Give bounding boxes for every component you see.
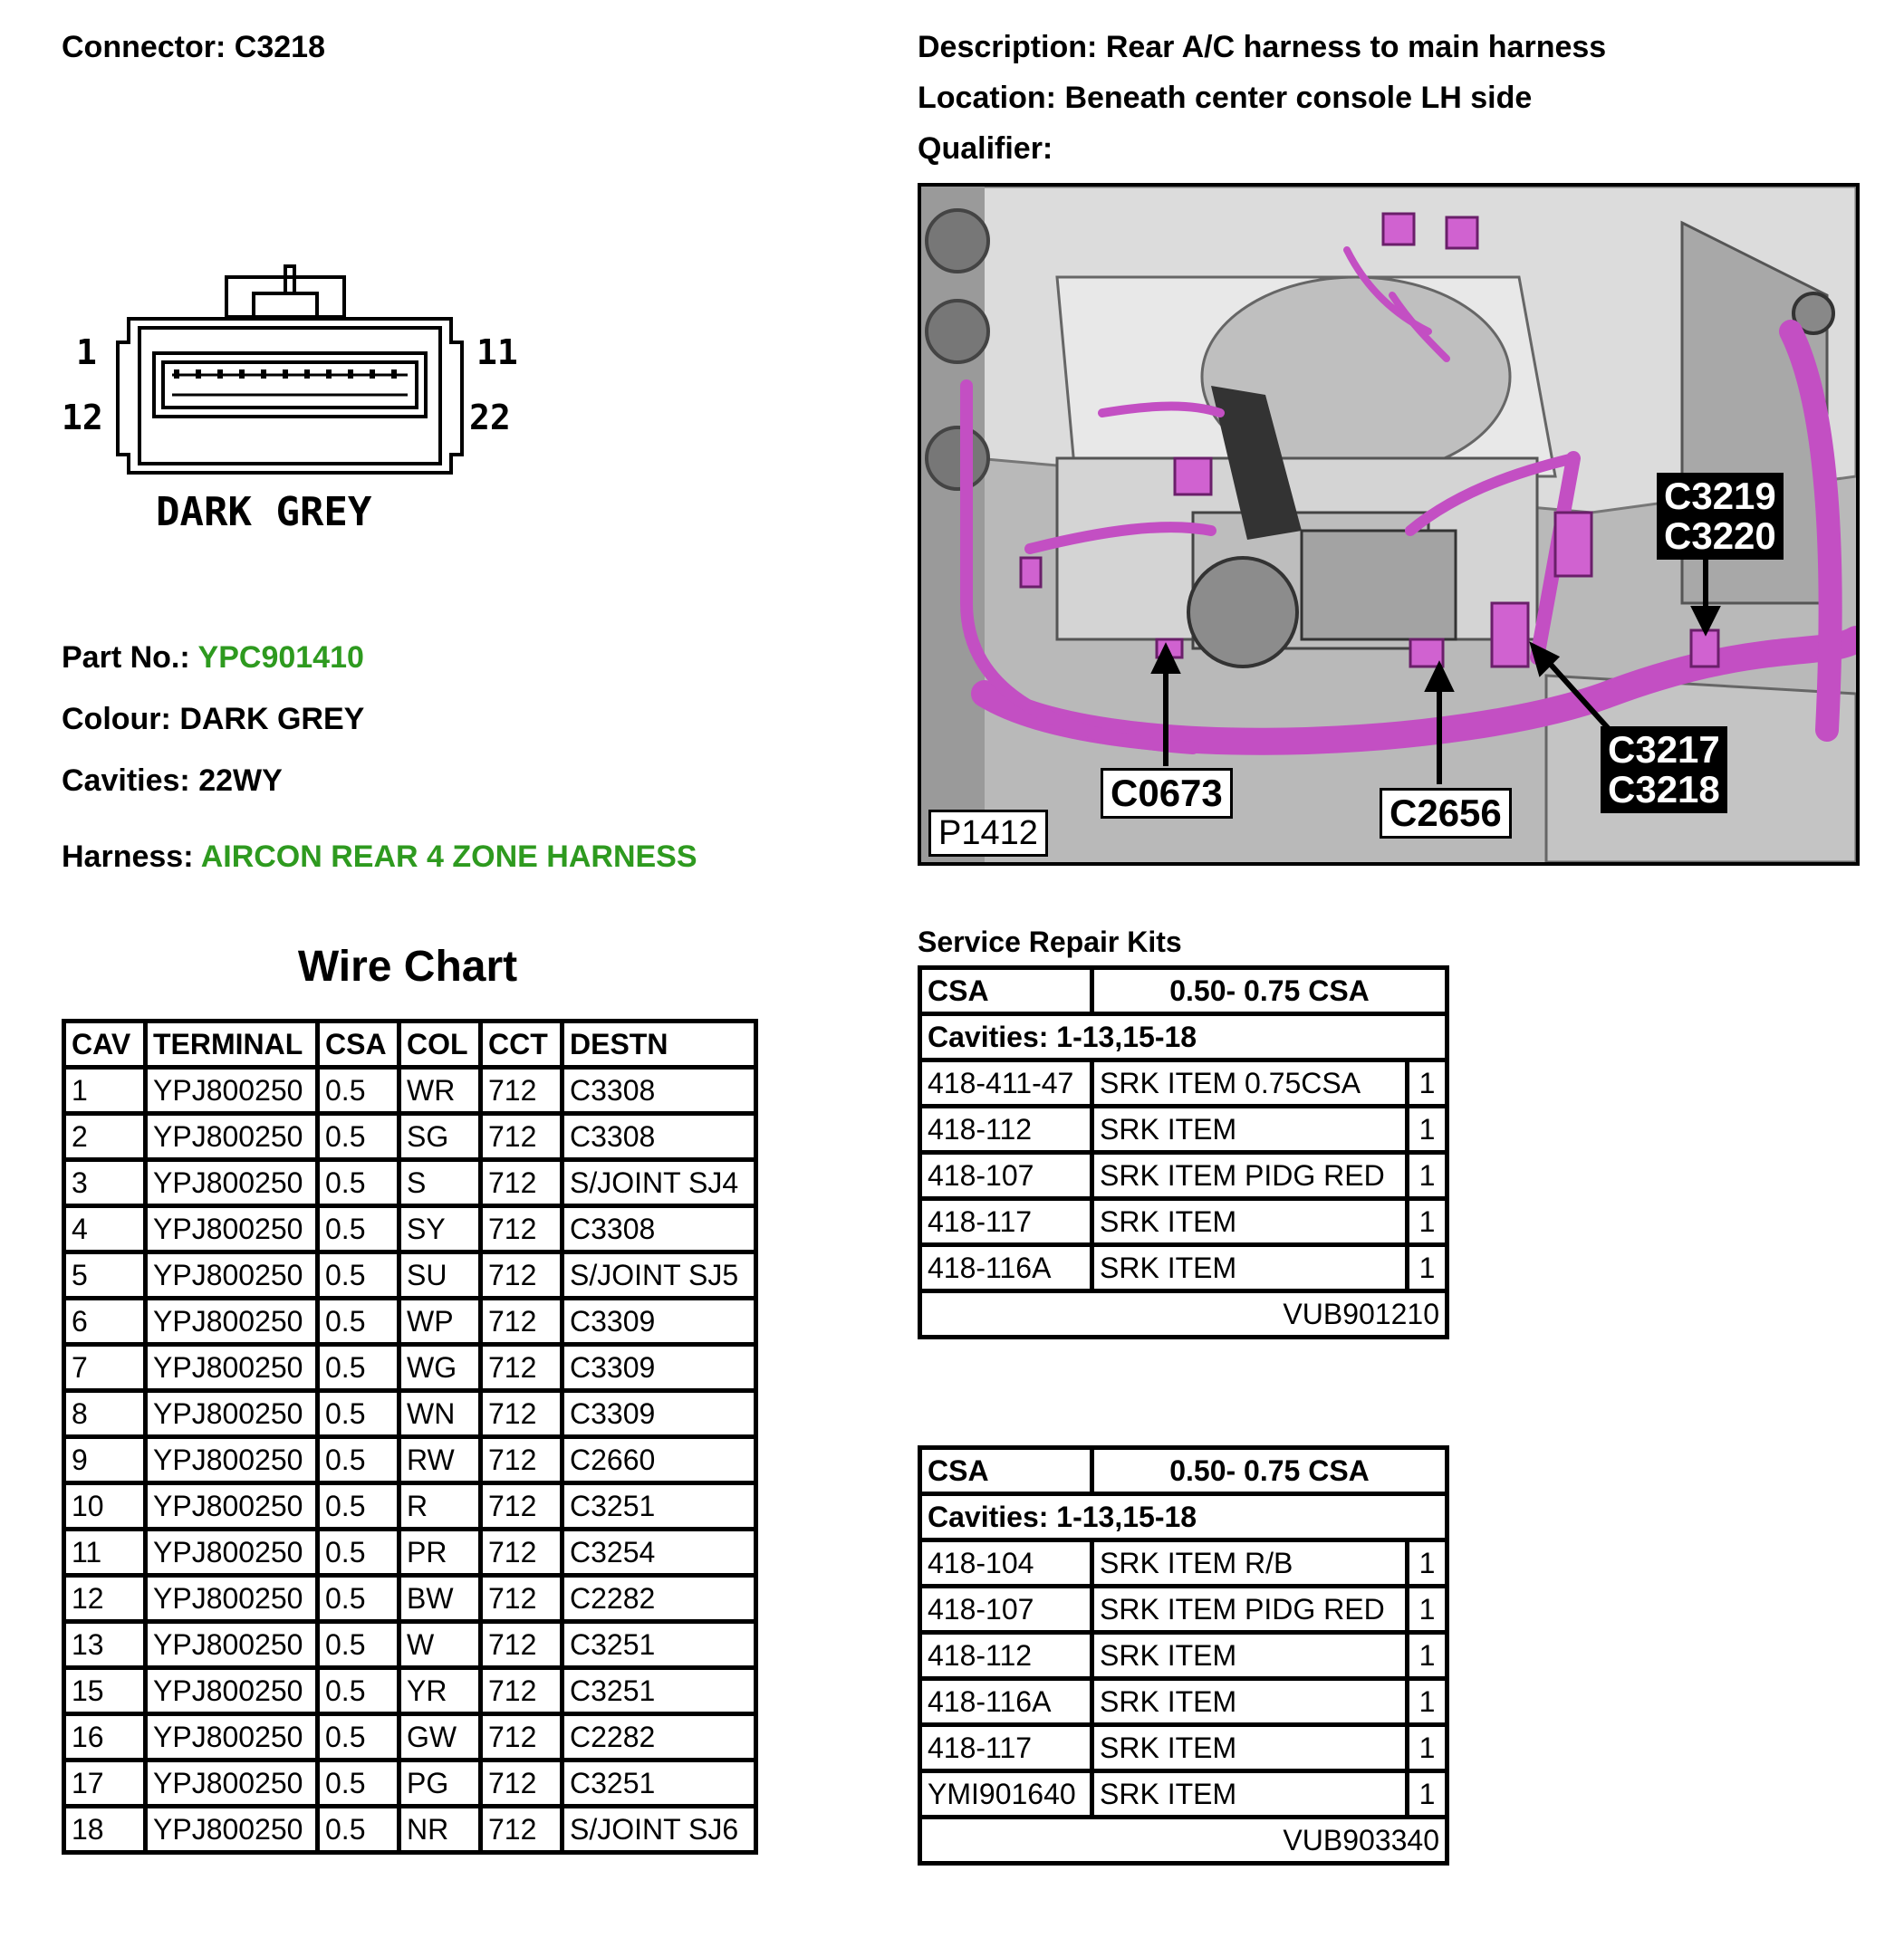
kit-item-part-no: 418-104	[920, 1540, 1092, 1587]
kit-item-part-no: 418-107	[920, 1153, 1092, 1199]
wire-chart-cell-cct: 712	[481, 1668, 563, 1714]
wire-chart-cell-destn: C2282	[563, 1714, 756, 1760]
wire-chart-cell-cav: 9	[64, 1437, 146, 1483]
callout-c2656: C2656	[1380, 788, 1512, 839]
connector-label: Connector:	[62, 30, 226, 64]
table-row	[64, 1114, 756, 1160]
wire-chart-header-col: COL	[399, 1022, 481, 1068]
kit-item-description: SRK ITEM	[1092, 1679, 1408, 1725]
kit-item-quantity: 1	[1408, 1633, 1447, 1679]
kit-item-row	[920, 1245, 1447, 1291]
terminal-inner	[163, 362, 417, 408]
callout-c3219-c3220	[1657, 473, 1784, 560]
table-row	[64, 1437, 756, 1483]
wire-chart-cell-col: R	[399, 1483, 481, 1530]
kit-item-quantity: 1	[1408, 1060, 1447, 1107]
kit-item-part-no: 418-117	[920, 1725, 1092, 1771]
wire-chart-cell-cav: 12	[64, 1576, 146, 1622]
wire-chart-cell-destn: C3309	[563, 1391, 756, 1437]
wire-chart-cell-cav: 5	[64, 1252, 146, 1299]
wire-chart-cell-cct: 712	[481, 1160, 563, 1206]
location-photo	[918, 183, 1860, 866]
wire-chart-cell-cav: 3	[64, 1160, 146, 1206]
wire-chart-cell-col: RW	[399, 1437, 481, 1483]
harness-label: Harness:	[62, 839, 194, 874]
wire-chart-cell-col: WN	[399, 1391, 481, 1437]
table-row	[64, 1668, 756, 1714]
wire-chart-cell-cav: 16	[64, 1714, 146, 1760]
wire-chart-cell-cct: 712	[481, 1807, 563, 1853]
kit-item-part-no: 418-116A	[920, 1245, 1092, 1291]
kit-item-quantity: 1	[1408, 1245, 1447, 1291]
kit-item-part-no: 418-112	[920, 1633, 1092, 1679]
wire-chart-cell-cct: 712	[481, 1068, 563, 1114]
table-row	[64, 1299, 756, 1345]
table-row	[64, 1483, 756, 1530]
cavities-line	[62, 763, 283, 799]
pin-label-bottom-left: 12	[62, 398, 103, 437]
kit-cavities-row	[920, 1014, 1447, 1060]
wire-chart-cell-terminal: YPJ800250	[146, 1345, 318, 1391]
kit-item-description: SRK ITEM	[1092, 1245, 1408, 1291]
wire-chart-cell-csa: 0.5	[318, 1714, 399, 1760]
kit-item-row	[920, 1060, 1447, 1107]
wire-chart-cell-csa: 0.5	[318, 1530, 399, 1576]
kit-item-description: SRK ITEM 0.75CSA	[1092, 1060, 1408, 1107]
wire-chart-cell-destn: C3251	[563, 1622, 756, 1668]
wire-chart-cell-col: SY	[399, 1206, 481, 1252]
callout-c3219: C3219	[1664, 475, 1776, 517]
wire-chart-cell-cct: 712	[481, 1576, 563, 1622]
wire-chart-cell-col: PR	[399, 1530, 481, 1576]
wire-chart-body	[64, 1068, 756, 1853]
colour-value: DARK GREY	[179, 702, 365, 736]
wire-chart-cell-col: WP	[399, 1299, 481, 1345]
wire-chart-cell-col: S	[399, 1160, 481, 1206]
wire-chart-cell-csa: 0.5	[318, 1391, 399, 1437]
wire-chart-cell-destn: C3308	[563, 1068, 756, 1114]
harness-line	[62, 839, 697, 875]
kit-cavities-row	[920, 1494, 1447, 1540]
wire-chart-cell-destn: C3251	[563, 1760, 756, 1807]
kit-item-row	[920, 1679, 1447, 1725]
callout-c3217-c3218	[1601, 726, 1727, 813]
table-row	[64, 1576, 756, 1622]
wire-chart-header-row	[64, 1022, 756, 1068]
callout-c3220: C3220	[1664, 514, 1776, 557]
wire-chart-cell-col: W	[399, 1622, 481, 1668]
wire-chart-cell-terminal: YPJ800250	[146, 1391, 318, 1437]
table-row	[64, 1622, 756, 1668]
description-line	[918, 29, 1606, 65]
wire-chart-cell-terminal: YPJ800250	[146, 1668, 318, 1714]
wire-chart-cell-destn: C3308	[563, 1114, 756, 1160]
table-row	[64, 1391, 756, 1437]
wire-chart-header-terminal: TERMINAL	[146, 1022, 318, 1068]
callout-c0673: C0673	[1101, 768, 1233, 819]
wire-chart-title: Wire Chart	[297, 943, 518, 991]
kit-item-row	[920, 1153, 1447, 1199]
wire-chart-cell-csa: 0.5	[318, 1668, 399, 1714]
kit-item-quantity: 1	[1408, 1771, 1447, 1818]
wire-chart-cell-destn: C3254	[563, 1530, 756, 1576]
wire-chart-cell-cav: 10	[64, 1483, 146, 1530]
wire-chart-cell-destn: C3251	[563, 1668, 756, 1714]
kit-cavities: Cavities: 1-13,15-18	[920, 1494, 1447, 1540]
kit-item-description: SRK ITEM	[1092, 1725, 1408, 1771]
kit-item-description: SRK ITEM R/B	[1092, 1540, 1408, 1587]
wire-chart-cell-cct: 712	[481, 1206, 563, 1252]
pin-label-top-right: 11	[476, 332, 518, 372]
connector-colour-caption: DARK GREY	[156, 489, 372, 535]
wire-chart-cell-col: NR	[399, 1807, 481, 1853]
table-row	[64, 1714, 756, 1760]
connector-value: C3218	[234, 30, 325, 64]
description-value: Rear A/C harness to main harness	[1105, 30, 1607, 64]
wire-chart-cell-cct: 712	[481, 1299, 563, 1345]
wire-chart-cell-csa: 0.5	[318, 1068, 399, 1114]
wire-chart-cell-cav: 7	[64, 1345, 146, 1391]
kit-csa-value: 0.50- 0.75 CSA	[1092, 968, 1447, 1014]
wire-chart-cell-destn: C3309	[563, 1299, 756, 1345]
kit-item-row	[920, 1633, 1447, 1679]
kit-item-quantity: 1	[1408, 1199, 1447, 1245]
wire-chart-cell-cav: 17	[64, 1760, 146, 1807]
wire-chart-cell-col: WR	[399, 1068, 481, 1114]
wire-chart-cell-terminal: YPJ800250	[146, 1760, 318, 1807]
table-row	[64, 1206, 756, 1252]
wire-chart-cell-csa: 0.5	[318, 1299, 399, 1345]
location-value: Beneath center console LH side	[1064, 81, 1533, 115]
wire-chart-header-cct: CCT	[481, 1022, 563, 1068]
wire-chart-cell-csa: 0.5	[318, 1252, 399, 1299]
wire-chart-cell-cav: 6	[64, 1299, 146, 1345]
wire-chart-cell-destn: S/JOINT SJ4	[563, 1160, 756, 1206]
latch-tab	[285, 266, 294, 293]
wire-chart-cell-col: SG	[399, 1114, 481, 1160]
photo-plate-number: P1412	[928, 810, 1048, 857]
table-row	[64, 1252, 756, 1299]
kit-number-row	[920, 1818, 1447, 1864]
wire-chart-cell-destn: C2660	[563, 1437, 756, 1483]
wire-chart-cell-cct: 712	[481, 1252, 563, 1299]
table-row	[64, 1160, 756, 1206]
kit-item-part-no: 418-411-47	[920, 1060, 1092, 1107]
kit-item-description: SRK ITEM	[1092, 1199, 1408, 1245]
wire-chart-cell-destn: S/JOINT SJ6	[563, 1807, 756, 1853]
kit-item-quantity: 1	[1408, 1679, 1447, 1725]
wire-chart-cell-cav: 13	[64, 1622, 146, 1668]
wire-chart-cell-csa: 0.5	[318, 1576, 399, 1622]
kit-csa-value: 0.50- 0.75 CSA	[1092, 1448, 1447, 1494]
wire-chart-cell-terminal: YPJ800250	[146, 1206, 318, 1252]
part-no-line	[62, 639, 364, 676]
kit-item-description: SRK ITEM PIDG RED	[1092, 1587, 1408, 1633]
kit-item-part-no: YMI901640	[920, 1771, 1092, 1818]
wire-chart-cell-terminal: YPJ800250	[146, 1483, 318, 1530]
wire-chart-cell-destn: C3308	[563, 1206, 756, 1252]
wire-chart-cell-csa: 0.5	[318, 1760, 399, 1807]
kit-item-part-no: 418-116A	[920, 1679, 1092, 1725]
wire-chart-cell-col: BW	[399, 1576, 481, 1622]
wire-chart-cell-destn: C2282	[563, 1576, 756, 1622]
wire-chart-cell-cav: 11	[64, 1530, 146, 1576]
kit-item-row	[920, 1199, 1447, 1245]
qualifier-label: Qualifier:	[918, 131, 1053, 166]
kit-item-quantity: 1	[1408, 1725, 1447, 1771]
kit-item-row	[920, 1725, 1447, 1771]
connector-heading	[62, 29, 325, 65]
cavities-label: Cavities:	[62, 763, 190, 798]
wire-chart-cell-destn: S/JOINT SJ5	[563, 1252, 756, 1299]
wire-chart-cell-destn: C3251	[563, 1483, 756, 1530]
wire-chart-cell-cct: 712	[481, 1483, 563, 1530]
wire-chart-cell-csa: 0.5	[318, 1160, 399, 1206]
wire-chart-cell-destn: C3309	[563, 1345, 756, 1391]
cavities-value: 22WY	[198, 763, 283, 798]
wire-chart-cell-csa: 0.5	[318, 1206, 399, 1252]
kit-number: VUB903340	[920, 1818, 1447, 1864]
wire-chart-cell-csa: 0.5	[318, 1437, 399, 1483]
wire-chart-cell-terminal: YPJ800250	[146, 1576, 318, 1622]
kit-number-row	[920, 1291, 1447, 1338]
wire-chart-cell-cct: 712	[481, 1530, 563, 1576]
kit-item-row	[920, 1107, 1447, 1153]
pin-label-top-left: 1	[76, 332, 97, 372]
part-no-link[interactable]: YPC901410	[197, 640, 364, 675]
wire-chart-cell-col: WG	[399, 1345, 481, 1391]
table-row	[64, 1530, 756, 1576]
wire-chart-cell-terminal: YPJ800250	[146, 1714, 318, 1760]
wire-chart-cell-terminal: YPJ800250	[146, 1252, 318, 1299]
kit-number: VUB901210	[920, 1291, 1447, 1338]
wire-chart-cell-terminal: YPJ800250	[146, 1160, 318, 1206]
kit-item-row	[920, 1540, 1447, 1587]
wire-chart-cell-cav: 15	[64, 1668, 146, 1714]
wire-chart-header-cav: CAV	[64, 1022, 146, 1068]
wire-chart-cell-csa: 0.5	[318, 1483, 399, 1530]
wire-chart-cell-cct: 712	[481, 1622, 563, 1668]
wire-chart-cell-cct: 712	[481, 1345, 563, 1391]
location-label: Location:	[918, 81, 1056, 115]
wire-chart-cell-csa: 0.5	[318, 1114, 399, 1160]
service-kits-title: Service Repair Kits	[918, 926, 1182, 958]
kit-item-description: SRK ITEM	[1092, 1107, 1408, 1153]
kit-item-row	[920, 1587, 1447, 1633]
wire-chart-cell-terminal: YPJ800250	[146, 1437, 318, 1483]
wire-chart-cell-col: SU	[399, 1252, 481, 1299]
wire-chart-cell-cct: 712	[481, 1760, 563, 1807]
service-kit-table-1	[918, 965, 1449, 1339]
kit-item-row	[920, 1771, 1447, 1818]
wire-chart-cell-cav: 8	[64, 1391, 146, 1437]
colour-line	[62, 701, 364, 737]
kit-item-description: SRK ITEM	[1092, 1633, 1408, 1679]
kit-item-part-no: 418-107	[920, 1587, 1092, 1633]
wire-chart-cell-col: GW	[399, 1714, 481, 1760]
wire-chart-cell-col: YR	[399, 1668, 481, 1714]
wire-chart-cell-cav: 18	[64, 1807, 146, 1853]
kit-item-description: SRK ITEM	[1092, 1771, 1408, 1818]
kit-item-part-no: 418-117	[920, 1199, 1092, 1245]
table-row	[64, 1760, 756, 1807]
harness-link[interactable]: AIRCON REAR 4 ZONE HARNESS	[200, 839, 697, 874]
callout-c3218: C3218	[1608, 768, 1720, 811]
kit-item-quantity: 1	[1408, 1153, 1447, 1199]
latch-inner	[254, 293, 317, 317]
wire-chart-cell-terminal: YPJ800250	[146, 1114, 318, 1160]
wire-chart-cell-terminal: YPJ800250	[146, 1807, 318, 1853]
wire-chart-cell-terminal: YPJ800250	[146, 1530, 318, 1576]
kit-item-quantity: 1	[1408, 1587, 1447, 1633]
table-row	[64, 1345, 756, 1391]
wire-chart-cell-cav: 1	[64, 1068, 146, 1114]
wire-chart-cell-cct: 712	[481, 1714, 563, 1760]
colour-label: Colour:	[62, 702, 171, 736]
kit-item-quantity: 1	[1408, 1540, 1447, 1587]
wire-chart-cell-terminal: YPJ800250	[146, 1299, 318, 1345]
location-line	[918, 80, 1532, 116]
wire-chart-cell-cct: 712	[481, 1391, 563, 1437]
wire-chart-cell-cct: 712	[481, 1437, 563, 1483]
service-kit-table-2	[918, 1445, 1449, 1866]
description-label: Description:	[918, 30, 1098, 64]
kit-item-description: SRK ITEM PIDG RED	[1092, 1153, 1408, 1199]
wire-chart-cell-csa: 0.5	[318, 1622, 399, 1668]
kit-csa-label: CSA	[920, 968, 1092, 1014]
kit-csa-row	[920, 968, 1447, 1014]
kit-item-quantity: 1	[1408, 1107, 1447, 1153]
qualifier-line	[918, 130, 1053, 167]
wire-chart-cell-terminal: YPJ800250	[146, 1622, 318, 1668]
kit-csa-row	[920, 1448, 1447, 1494]
wire-chart-cell-csa: 0.5	[318, 1345, 399, 1391]
part-no-label: Part No.:	[62, 640, 190, 675]
wire-chart-cell-cct: 712	[481, 1114, 563, 1160]
wire-chart-table	[62, 1019, 758, 1855]
wire-chart-cell-terminal: YPJ800250	[146, 1068, 318, 1114]
wire-chart-header-csa: CSA	[318, 1022, 399, 1068]
kit-csa-label: CSA	[920, 1448, 1092, 1494]
kit-item-part-no: 418-112	[920, 1107, 1092, 1153]
table-row	[64, 1068, 756, 1114]
kit-cavities: Cavities: 1-13,15-18	[920, 1014, 1447, 1060]
pin-label-bottom-right: 22	[469, 398, 511, 437]
wire-chart-cell-col: PG	[399, 1760, 481, 1807]
wire-chart-cell-csa: 0.5	[318, 1807, 399, 1853]
wire-chart-cell-cav: 4	[64, 1206, 146, 1252]
wire-chart-header-destn: DESTN	[563, 1022, 756, 1068]
callout-c3217: C3217	[1608, 728, 1720, 771]
wire-chart-cell-cav: 2	[64, 1114, 146, 1160]
connector-face-diagram	[54, 263, 525, 552]
table-row	[64, 1807, 756, 1853]
